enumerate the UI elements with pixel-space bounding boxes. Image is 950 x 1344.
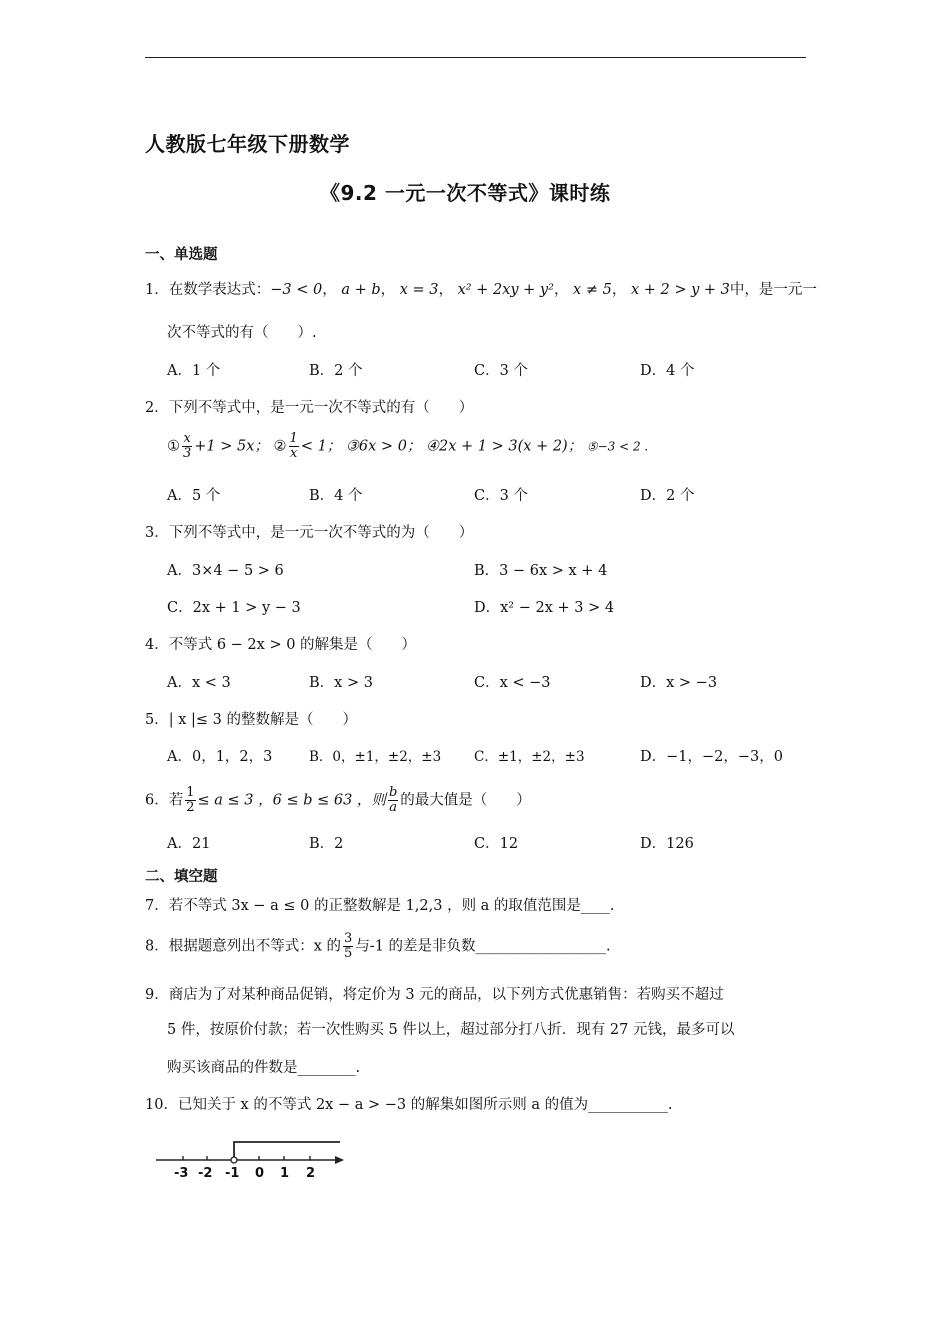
question-text: 已知关于 x 的不等式 2x − a > −3 的解集如图所示则 a 的值为___________.: [177, 1097, 673, 1113]
option-c: C．±1，±2，±3: [474, 749, 585, 765]
expr: x + 2 > y + 3: [630, 282, 730, 298]
option-a: A．1 个: [167, 363, 221, 379]
option-d: D．126: [640, 836, 694, 852]
option-b: B．2: [309, 836, 344, 852]
option-d: D．2 个: [640, 488, 695, 504]
option-c: C．12: [474, 836, 519, 852]
option-a: A．0，1，2，3: [167, 749, 273, 765]
tick-label: -3: [174, 1166, 189, 1181]
tick-label: 0: [255, 1166, 265, 1181]
question-text: | x |≤ 3 的整数解是（ ）: [168, 712, 357, 728]
fraction: $\frac{3}{5}$: [344, 931, 353, 961]
question-number: 7．: [145, 898, 169, 914]
question-number: 8．: [145, 938, 169, 955]
question-number: 9．: [145, 987, 169, 1003]
fraction: $\frac{b}{a}$: [388, 785, 398, 815]
question-9-line2: 5 件，按原价付款；若一次性购买 5 件以上，超过部分打八折．现有 27 元钱，最多可以: [167, 1022, 735, 1038]
option-d: D．x² − 2x + 3 > 4: [474, 600, 615, 616]
option-b: B．3 − 6x > x + 4: [474, 563, 608, 579]
option-a: A．x < 3: [167, 675, 231, 691]
option-c: C．2x + 1 > y − 3: [167, 600, 301, 616]
option-a: A．21: [167, 836, 211, 852]
expr: x ≠ 5: [573, 282, 612, 298]
question-5: [145, 710, 357, 730]
option-b: B．2 个: [309, 363, 363, 379]
question-4: [145, 635, 416, 655]
question-1-line2: 次不等式的有（ ）.: [167, 325, 317, 341]
question-9-line3: 购买该商品的件数是________.: [167, 1060, 361, 1076]
option-c: C．3 个: [474, 363, 528, 379]
question-number: 5．: [145, 712, 169, 728]
fraction: $\frac{1}{x}$: [289, 431, 298, 461]
solution-ray: [234, 1142, 340, 1160]
option-d: D．−1，−2，−3，0: [640, 749, 783, 765]
expr: a + b: [341, 282, 381, 298]
question-10: [145, 1095, 672, 1115]
option-a: A．5 个: [167, 488, 221, 504]
tick-label: 2: [306, 1166, 316, 1181]
question-text: 不等式 6 − 2x > 0 的解集是（ ）: [168, 637, 417, 653]
tick-label: 1: [280, 1166, 290, 1181]
expr: x² + 2xy + y²: [457, 282, 554, 298]
option-d: D．x > −3: [640, 675, 718, 691]
question-tail: 中，是一元一: [729, 282, 817, 298]
question-9: 9．商店为了对某种商品促销，将定价为 3 元的商品，以下列方式优惠销售：若购买不超过: [145, 987, 724, 1003]
fraction: $\frac{x}{3}$: [183, 431, 192, 461]
option-d: D．4 个: [640, 363, 695, 379]
question-number: 10．: [145, 1097, 178, 1113]
question-2-items: ① $\frac{x}{3}$ +1 > 5x； ② $\frac{1}{x}$ < 1； ③6x > 0； ④2x + 1 > 3(x + 2)； ⑤−3 < 2 .: [167, 431, 649, 461]
question-number: 4．: [145, 637, 169, 653]
question-8: 8．根据题意列出不等式：x 的 $\frac{3}{5}$ 与-1 的差是非负数__________________.: [145, 931, 611, 961]
question-1: 1．在数学表达式：−3 < 0， a + b， x = 3， x² + 2xy + y²， x ≠ 5， x + 2 > y + 3中，是一元一: [145, 282, 817, 298]
question-lead: 在数学表达式：: [168, 282, 271, 298]
option-b: B．x > 3: [309, 675, 373, 691]
question-text: 下列不等式中，是一元一次不等式的有（ ）: [168, 400, 474, 416]
option-b: B．4 个: [309, 488, 363, 504]
expr: −3 < 0: [270, 282, 323, 298]
question-number: 1．: [145, 282, 169, 298]
axis-arrow: [335, 1156, 344, 1164]
number-line-figure: [150, 1134, 350, 1182]
question-7: [145, 896, 615, 916]
question-6: 6．若 $\frac{1}{2}$ ≤ a ≤ 3 ，6 ≤ b ≤ 63 ，则 $\frac{b}{a}$ 的最大值是（ ）: [145, 785, 531, 815]
question-number: 2．: [145, 400, 169, 416]
option-c: C．3 个: [474, 488, 528, 504]
header-rule: [145, 57, 806, 58]
question-2: [145, 398, 473, 418]
expr: x = 3: [399, 282, 439, 298]
series-title: 人教版七年级下册数学: [145, 132, 350, 156]
open-point: [231, 1157, 237, 1163]
question-number: 6．: [145, 792, 169, 809]
question-3: [145, 523, 473, 543]
section-single-choice: 一、单选题: [145, 247, 218, 263]
question-number: 3．: [145, 525, 169, 541]
question-text: 若不等式 3x − a ≤ 0 的正整数解是 1,2,3 ，则 a 的取值范围是____.: [168, 898, 615, 914]
fraction: $\frac{1}{2}$: [186, 785, 195, 815]
question-text: 下列不等式中，是一元一次不等式的为（ ）: [168, 525, 474, 541]
tick-label: -1: [225, 1166, 240, 1181]
section-fill-blank: 二、填空题: [145, 869, 218, 885]
option-c: C．x < −3: [474, 675, 551, 691]
tick-label: -2: [198, 1166, 213, 1181]
option-b: B．0，±1，±2，±3: [309, 749, 442, 765]
lesson-title: 《9.2 一元一次不等式》课时练: [320, 181, 611, 205]
option-a: A．3×4 − 5 > 6: [167, 563, 284, 579]
